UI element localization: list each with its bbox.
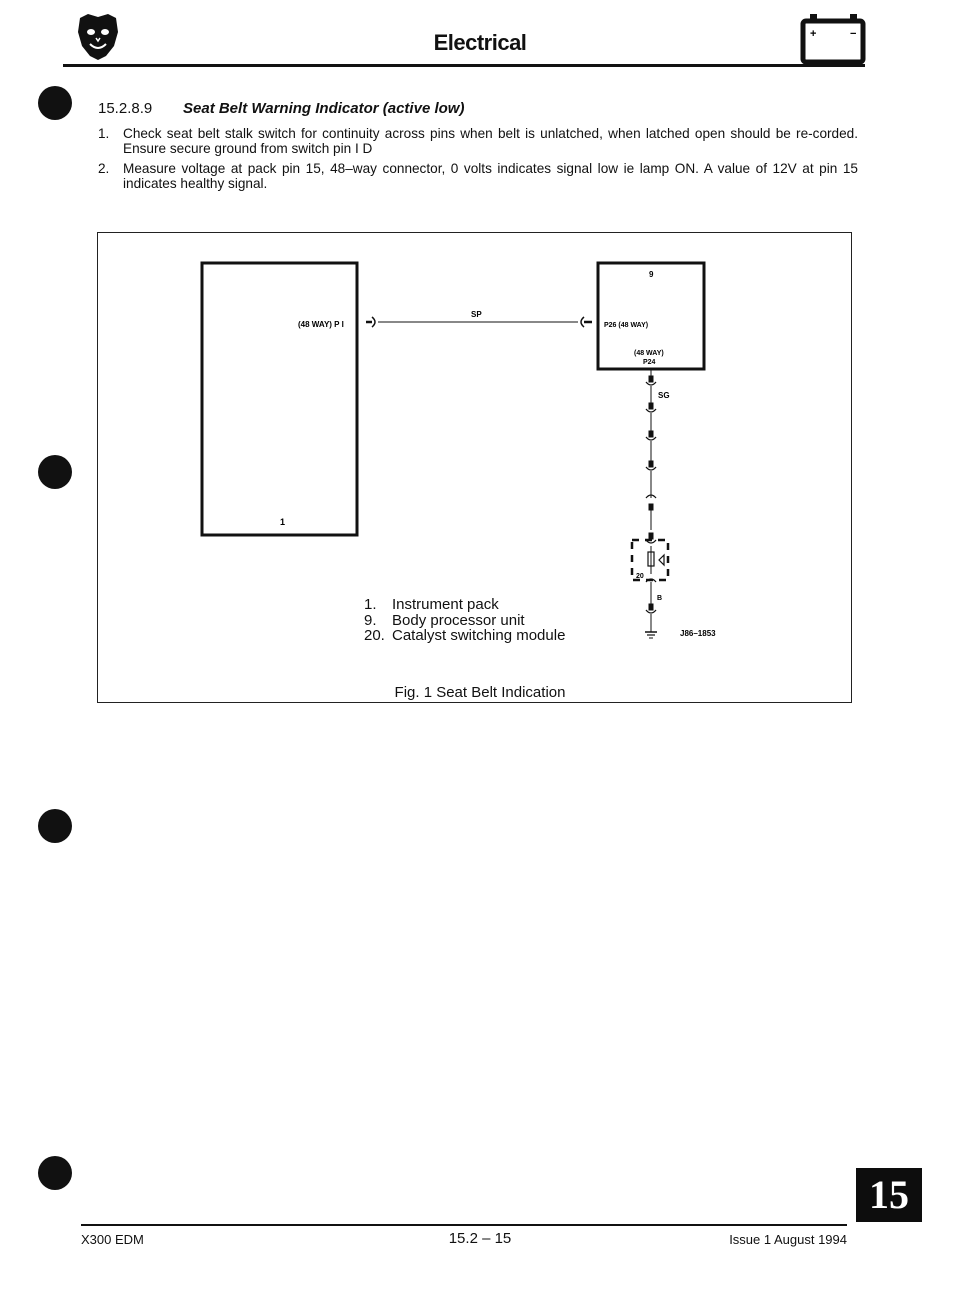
wire-b-run <box>645 582 657 638</box>
figure-caption: Fig. 1 Seat Belt Indication <box>394 684 566 701</box>
wire-b-label: B <box>657 595 663 602</box>
figure-legend <box>364 597 565 644</box>
battery-minus-label: − <box>850 28 857 40</box>
legend-item <box>364 628 565 644</box>
legend-num: 9. <box>364 611 377 629</box>
footer-rule <box>81 1224 847 1226</box>
bpu-lower-label: (48 WAY) <box>634 350 664 357</box>
step-number: 2. <box>98 161 110 176</box>
wire-sp-label: SP <box>471 310 482 319</box>
connector-socket <box>372 317 375 327</box>
footer-left: X300 EDM <box>81 1232 144 1247</box>
section-tab: 15 <box>856 1168 922 1222</box>
step-number: 1. <box>98 126 110 141</box>
connector-socket <box>581 317 584 327</box>
bpu-number: 9 <box>649 270 654 279</box>
legend-label: Catalyst switching module <box>392 627 566 644</box>
legend-item <box>364 597 565 613</box>
section-title: Seat Belt Warning Indicator (active low) <box>183 100 465 117</box>
instrument-mark: 1 <box>280 517 286 527</box>
legend-item <box>364 613 565 629</box>
wire-sg-run <box>646 369 656 530</box>
page-title: Electrical <box>433 30 527 55</box>
legend-label: Body processor unit <box>392 611 525 629</box>
binder-hole <box>38 1156 72 1190</box>
instrument-connector-label: (48 WAY) P I <box>298 320 344 329</box>
bpu-connector-label: P26 (48 WAY) <box>604 322 649 329</box>
section-number: 15.2.8.9 <box>98 100 153 117</box>
step-text: Check seat belt stalk switch for continuity across pins when belt is unlatched, when latched open should be re-corded. Ensure secure ground from switch pin I D <box>123 126 858 156</box>
legend-num: 1. <box>364 596 377 613</box>
instrument-pack-box <box>202 263 357 535</box>
module-number: 20 <box>636 573 644 580</box>
page-number: 15.2 – 15 <box>448 1230 512 1247</box>
bpu-lower-label: P24 <box>643 359 656 366</box>
battery-plus-label: + <box>810 28 817 40</box>
step-text: Measure voltage at pack pin 15, 48–way connector, 0 volts indicates signal low ie lamp ON. A value of 12V at pin 15 indicates healthy signal. <box>123 161 858 191</box>
footer-issue: Issue 1 August 1994 <box>729 1232 847 1247</box>
drawing-ref-code: J86–1853 <box>680 629 716 638</box>
binder-hole <box>38 809 72 843</box>
wire-sg-label: SG <box>658 391 670 400</box>
legend-label: Instrument pack <box>392 596 499 613</box>
legend-num: 20. <box>364 627 385 644</box>
